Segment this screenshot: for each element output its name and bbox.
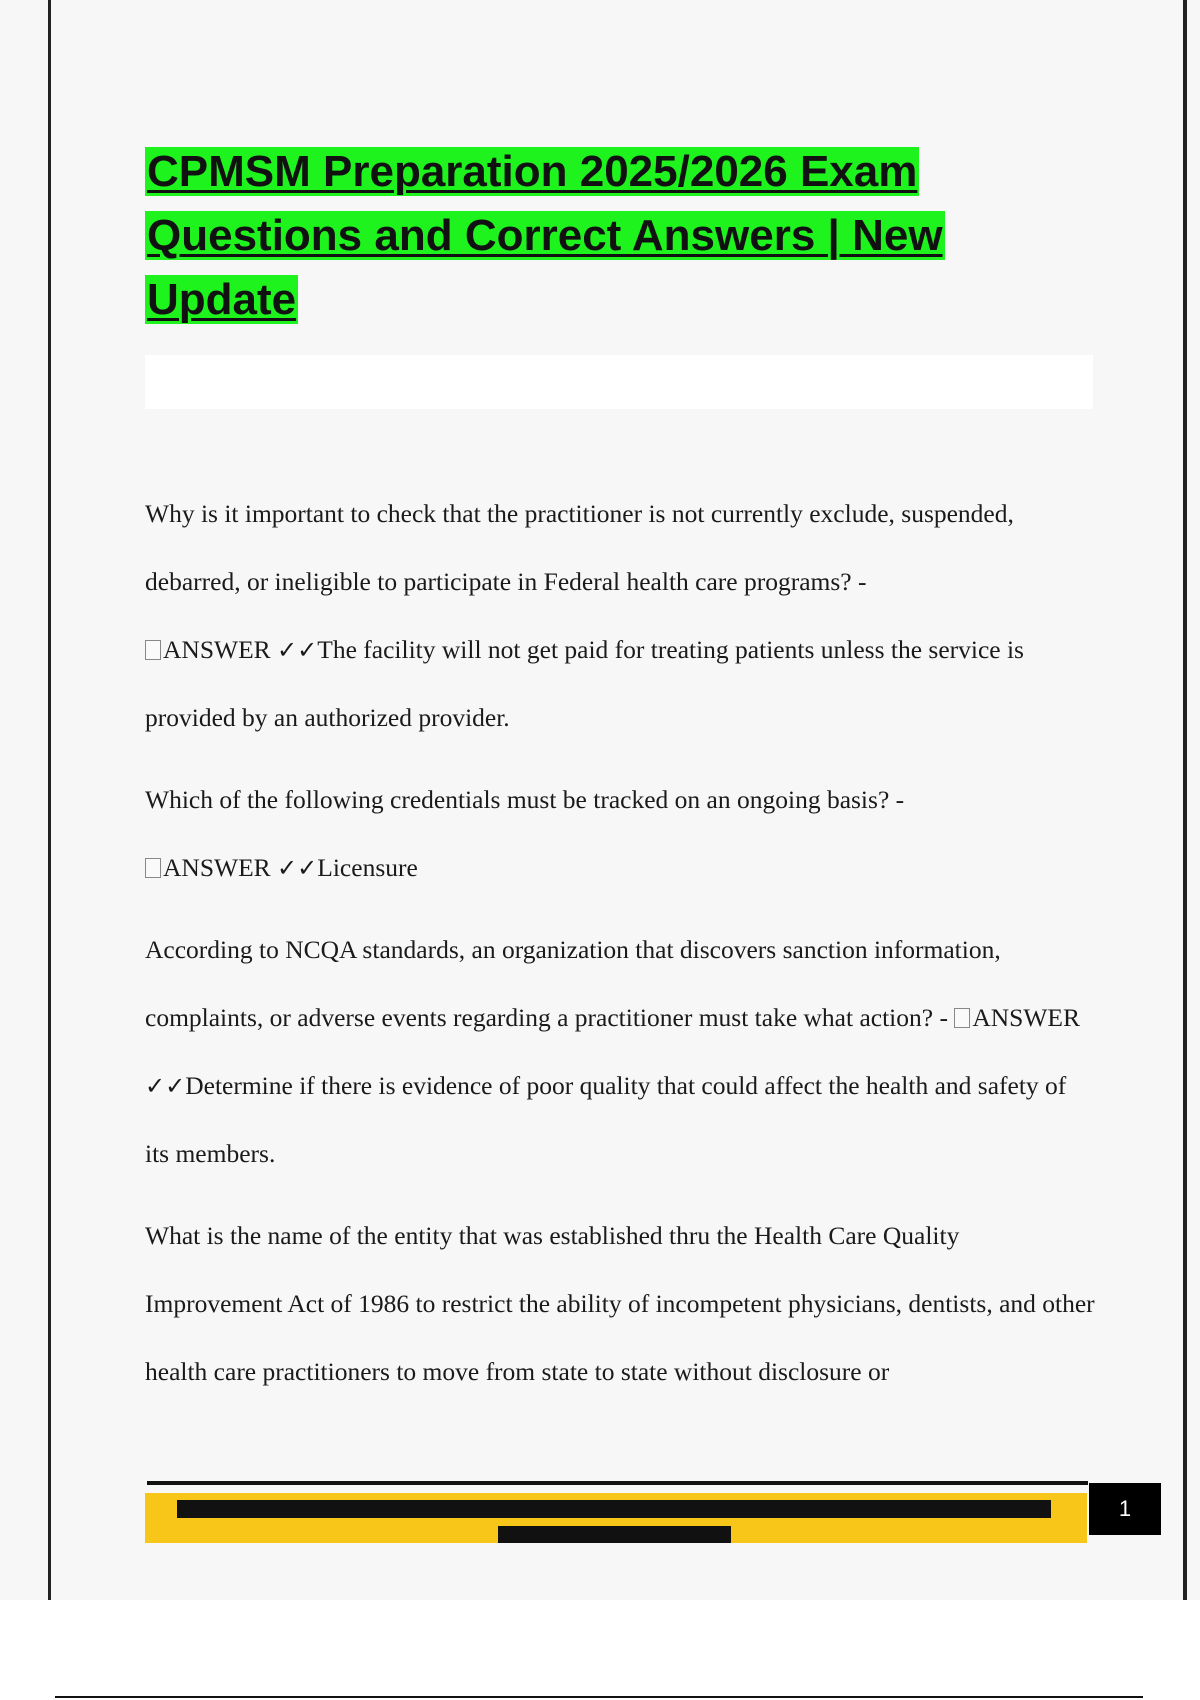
missing-glyph-icon [145, 640, 161, 660]
title-line-1: CPMSM Preparation 2025/2026 Exam [147, 147, 918, 196]
answer-text: Determine if there is evidence of poor quality that could affect the health and safety of its members. [145, 1071, 1067, 1168]
title-line-3: Update [147, 275, 297, 324]
answer-label: ANSWER [972, 1003, 1080, 1032]
footer-rule [147, 1481, 1088, 1485]
page-right-border [1183, 0, 1187, 1600]
answer-text: The facility will not get paid for treating patients unless the service is provided by an authorized provider. [145, 635, 1024, 732]
qa-item [145, 766, 1095, 902]
qa-item [145, 916, 1095, 1188]
qa-list [145, 480, 1095, 1420]
question-text: Why is it important to check that the practitioner is not currently exclude, suspended, debarred, or ineligible to participate in Federal health care programs? - [145, 499, 1014, 596]
missing-glyph-icon [145, 858, 161, 878]
page-number: 1 [1089, 1483, 1161, 1535]
double-check-icon: ✓✓ [277, 636, 318, 664]
title-line-2: Questions and Correct Answers | New [147, 211, 943, 260]
footer-bar-tab [498, 1526, 731, 1543]
question-text: Which of the following credentials must be tracked on an ongoing basis? - [145, 785, 905, 814]
answer-text: Licensure [317, 853, 418, 882]
footer-bar [145, 1493, 1087, 1543]
qa-item [145, 480, 1095, 752]
question-text: What is the name of the entity that was established thru the Health Care Quality Improvement Act of 1986 to restrict the ability of incompetent physicians, dentists, and other health care practitioners to move from state to state without disclosure or [145, 1221, 1095, 1386]
qa-item [145, 1202, 1095, 1406]
double-check-icon: ✓✓ [277, 854, 318, 882]
double-check-icon: ✓✓ [145, 1072, 186, 1100]
blank-text-box [145, 355, 1093, 409]
answer-label: ANSWER [163, 853, 271, 882]
next-page-rule [55, 1696, 1143, 1698]
missing-glyph-icon [954, 1008, 970, 1028]
page-left-border [48, 0, 51, 1600]
document-title [145, 140, 1045, 332]
answer-label: ANSWER [163, 635, 271, 664]
footer-bar-stripe [177, 1500, 1051, 1518]
question-text: According to NCQA standards, an organization that discovers sanction information, complaints, or adverse events regarding a practitioner must take what action? - [145, 935, 1001, 1032]
